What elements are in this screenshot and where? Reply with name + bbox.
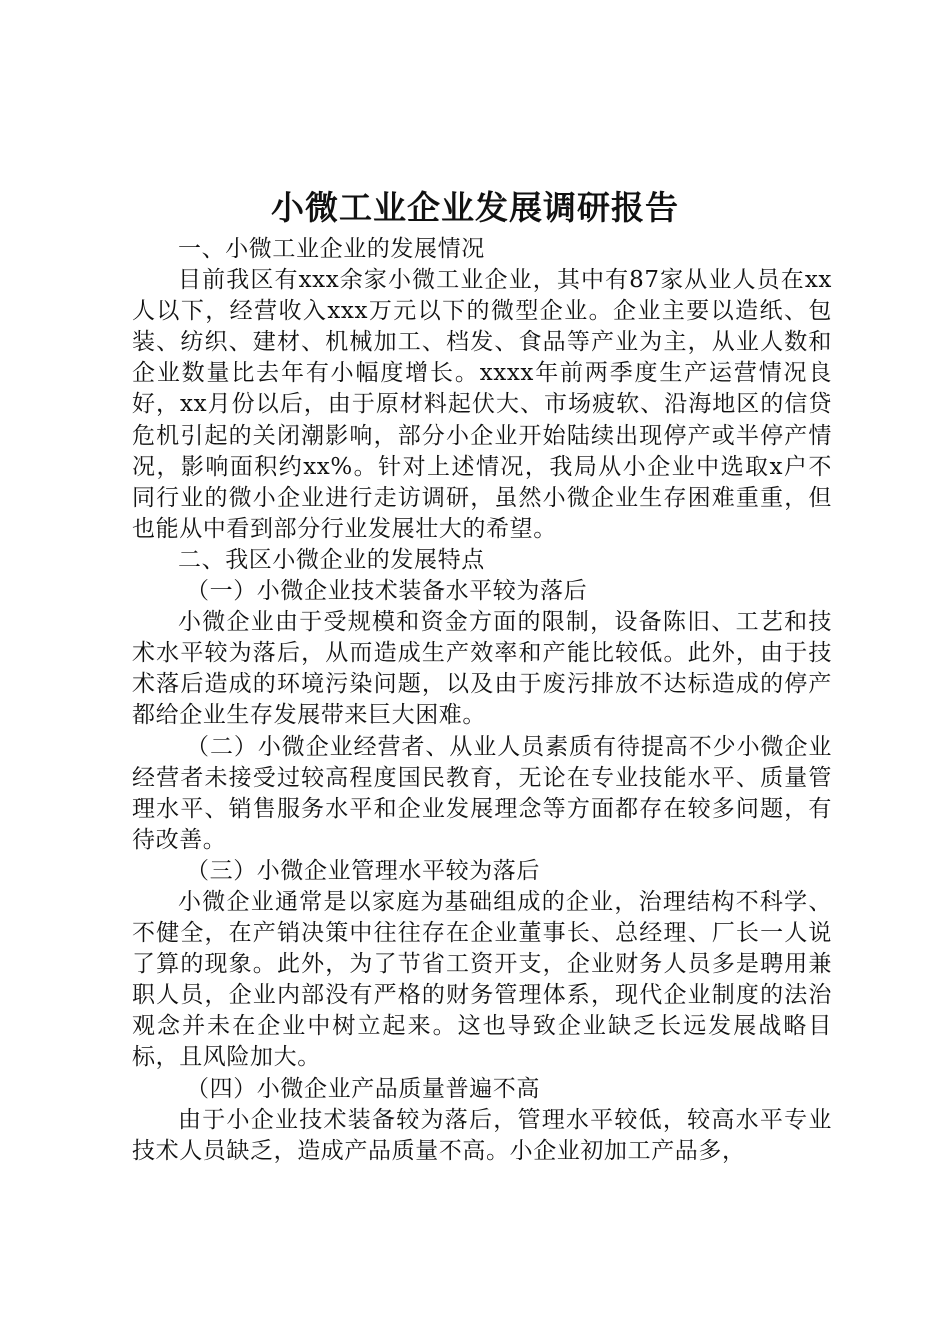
section-heading-2: 二、我区小微企业的发展特点: [178, 546, 485, 573]
paragraph-personnel-quality: （二）小微企业经营者、从业人员素质有待提高不少小微企业经营者未接受过较高程度国民教育，无论在专业技能水平、质量管理水平、销售服务水平和企业发展理念等方面都存在较多问题，有待改善。: [132, 733, 832, 853]
document-title: 小微工业企业发展调研报告: [271, 188, 679, 227]
subheading-technology: （一）小微企业技术装备水平较为落后: [186, 578, 588, 605]
paragraph-management: 小微企业通常是以家庭为基础组成的企业，治理结构不科学、不健全，在产销决策中往往存在企业董事长、总经理、厂长一人说了算的现象。此外，为了节省工资开支，企业财务人员多是聘用兼职人员，企业内部没有严格的财务管理体系，现代企业制度的法治观念并未在企业中树立起来。这也导致企业缺乏长远发展战略目标，且风险加大。: [132, 888, 832, 1071]
paragraph-development-status: 目前我区有xxx余家小微工业企业，其中有87家从业人员在xx人以下，经营收入xxx万元以下的微型企业。企业主要以造纸、包装、纺织、建材、机械加工、档发、食品等产业为主，从业人数和企业数量比去年有小幅度增长。xxxx年前两季度生产运营情况良好，xx月份以后，由于原材料起伏大、市场疲软、沿海地区的信贷危机引起的关闭潮影响，部分小企业开始陆续出现停产或半停产情况，影响面积约xx%。针对上述情况，我局从小企业中选取x户不同行业的微小企业进行走访调研，虽然小微企业生存困难重重，但也能从中看到部分行业发展壮大的希望。: [132, 267, 832, 542]
paragraph-product-quality: 由于小企业技术装备较为落后，管理水平较低，较高水平专业技术人员缺乏，造成产品质量不高。小企业初加工产品多，: [132, 1106, 832, 1164]
section-heading-1: 一、小微工业企业的发展情况: [178, 236, 485, 262]
document-body: [132, 234, 832, 1167]
subheading-management: （三）小微企业管理水平较为落后: [186, 857, 540, 884]
subheading-product-quality: （四）小微企业产品质量普遍不高: [186, 1075, 540, 1102]
paragraph-technology: 小微企业由于受规模和资金方面的限制，设备陈旧、工艺和技术水平较为落后，从而造成生产效率和产能比较低。此外，由于技术落后造成的环境污染问题，以及由于废污排放不达标造成的停产都给企业生存发展带来巨大困难。: [132, 609, 832, 729]
